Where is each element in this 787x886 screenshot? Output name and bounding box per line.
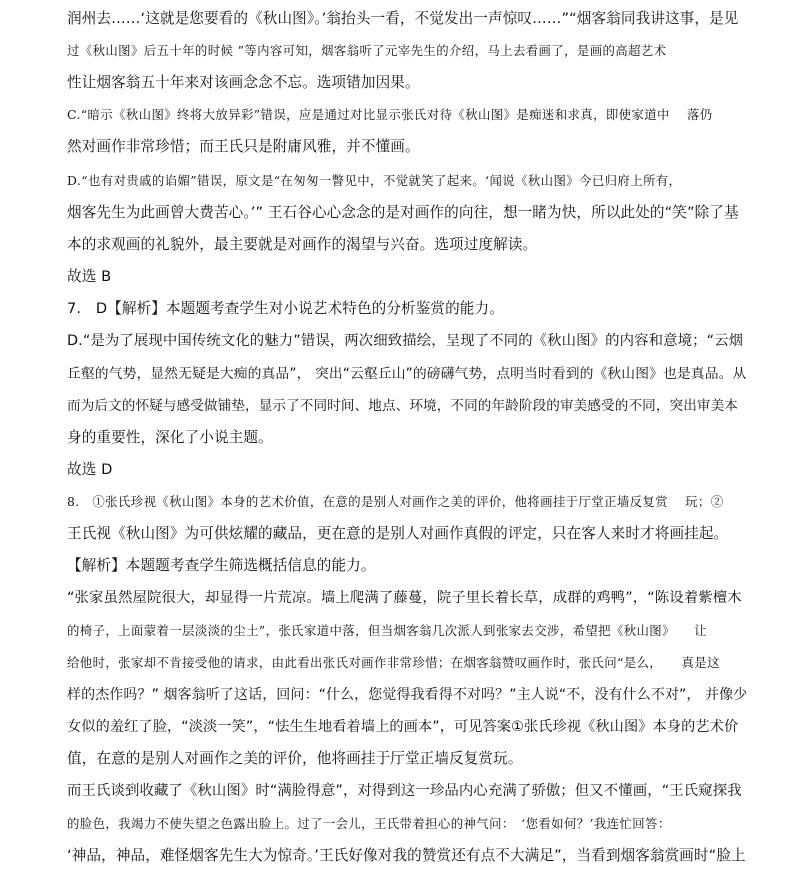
text-line: 【解析】本题题考查学生筛选概括信息的能力。 — [67, 557, 376, 574]
text-line: 身的重要性，深化了小说主题。 — [67, 429, 273, 446]
text-line: 丘壑的气势，显然无疑是大痴的真品”， 突出“云壑丘山”的磅礴气势，点明当时看到的《秋山图》也是真品。从 — [67, 366, 747, 382]
text-line: 润州去……‘这就是您要看的《秋山图》。’翁抬头一看，不觉发出一声惊叹……”“烟客翁同我讲这事，是见 — [67, 10, 739, 27]
text-line: 本的求观画的礼貌外，最主要就是对画作的渴望与兴奋。选项过度解读。 — [67, 236, 538, 253]
text-line: 王氏视《秋山图》为可供炫耀的藏品，更在意的是别人对画作真假的评定，只在客人来时才将画挂起。 — [67, 525, 729, 542]
text-line: 给他时，张家却不肯接受他的请求，由此看出张氏对画作非常珍惜；在烟客翁赞叹画作时，张氏问“是么， 真是这 — [67, 655, 720, 670]
text-line: “张家虽然屋院很大，却显得一片荒凉。墙上爬满了藤蔓，院子里长着长草，成群的鸡鸭”，“陈设着紫檀木 — [67, 590, 742, 606]
text-line: ‘神品，神品，难怪烟客先生大为惊奇。’王氏好像对我的赞赏还有点不大满足”，当看到烟客翁赏画时“脸上 — [67, 847, 746, 864]
text-line: D.“是为了展现中国传统文化的魅力”错误，两次细致描绘，呈现了不同的《秋山图》的内容和意境；“云烟 — [67, 333, 744, 349]
text-line: 而王氏谈到收藏了《秋山图》时“满脸得意”，对得到这一珍品内心充满了骄傲；但又不懂画，“王氏窥探我 — [67, 783, 742, 799]
text-line: 7. D【解析】本题题考查学生对小说艺术特色的分析鉴赏的能力。 — [67, 300, 504, 317]
text-line: 然对画作非常珍惜；而王氏只是附庸风雅，并不懂画。 — [67, 138, 420, 155]
text-line: 性让烟客翁五十年来对该画念念不忘。选项错加因果。 — [67, 74, 420, 91]
text-line: 值，在意的是别人对画作之美的评价，他将画挂于厅堂正墙反复赏玩。 — [67, 750, 523, 767]
text-line: 样的杰作吗？” 烟客翁听了这话，回问：“什么，您觉得我看得不对吗？”主人说“不，没有什么不对”， 并像少 — [67, 687, 747, 703]
text-line: 烟客先生为此画曾大费苦心。’” 王石谷心心念念的是对画作的向往，想一睹为快，所以此处的“笑”除了基 — [67, 204, 739, 221]
text-line: D.“也有对贵戚的谄媚”错误，原文是“在匆匆一瞥见中，不觉就笑了起来。‘闻说《秋山图》今已归府上所有， — [67, 173, 682, 188]
text-line: 8. ①张氏珍视《秋山图》本身的艺术价值，在意的是别人对画作之美的评价，他将画挂于厅堂正墙反复赏 玩；② — [67, 494, 724, 509]
text-line: 而为后文的怀疑与感受做铺垫，显示了不同时间、地点、环境，不同的年龄阶段的审美感受的不同，突出审美本 — [67, 398, 738, 414]
text-line: 的脸色，我竭力不使失望之色露出脸上。过了一会儿，王氏带着担心的神气问： ‘您看如何？’我连忙回答： — [67, 816, 671, 831]
text-line: C.“暗示《秋山图》终将大放异彩”错误，应是通过对比显示张氏对待《秋山图》是痴迷和求真，即使家道中 落仍 — [67, 107, 713, 122]
text-line: 故选 D — [67, 461, 113, 478]
text-line: 女似的羞红了脸，“淡淡一笑”，“怯生生地看着墙上的画本”，可见答案①张氏珍视《秋山图》本身的艺术价 — [67, 719, 739, 735]
text-line: 的椅子，上面蒙着一层淡淡的尘土”，张氏家道中落，但当烟客翁几次派人到张家去交涉，希望把《秋山图》 让 — [67, 623, 708, 638]
text-line: 过《秋山图》后五十年的时候 ”等内容可知，烟客翁听了元宰先生的介绍，马上去看画了，是画的高超艺术 — [67, 43, 667, 58]
text-line: 故选 B — [67, 268, 112, 285]
